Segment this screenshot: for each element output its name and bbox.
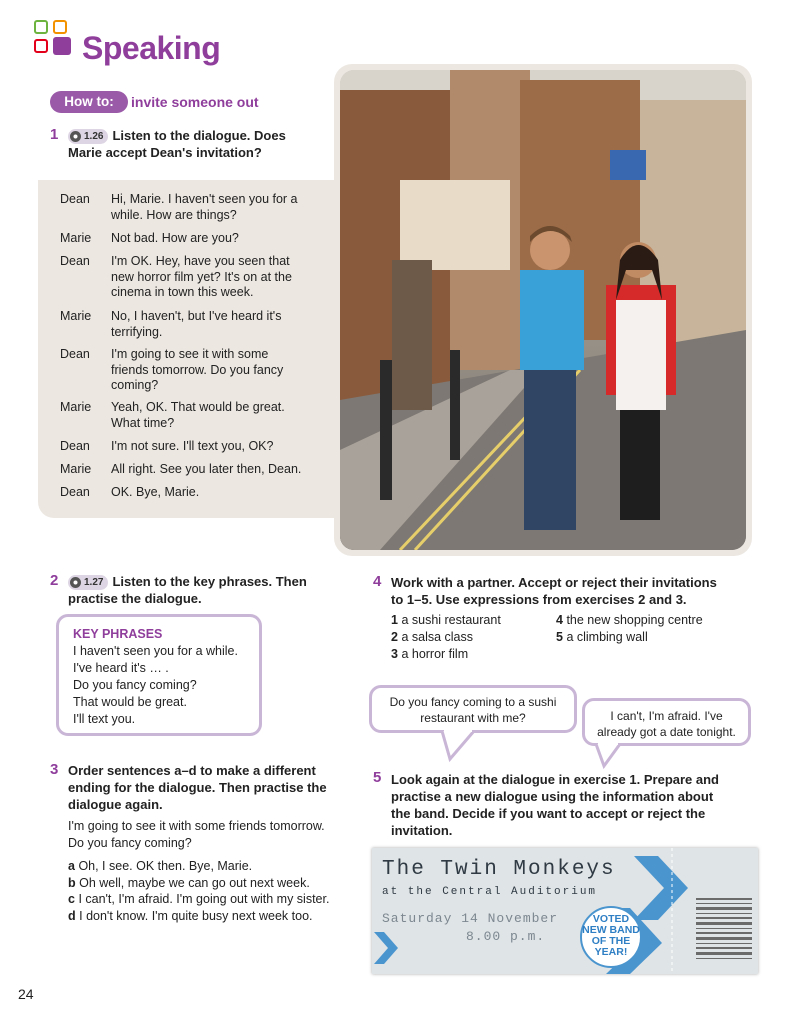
bubble-line-1: Do you fancy coming to a sushi xyxy=(389,695,557,709)
badge-line: YEAR! xyxy=(594,946,628,958)
item-number: 2 xyxy=(391,630,398,644)
exercise-5-line-2: practise a new dialogue using the information about xyxy=(391,789,714,804)
spoken-text-line: I'm not sure. I'll text you, OK? xyxy=(111,439,274,453)
badge-line: VOTED xyxy=(592,913,630,925)
exercise-5-line-4: invitation. xyxy=(391,823,453,838)
speaker-name: Marie xyxy=(60,400,92,414)
spoken-text-line: while. How are things? xyxy=(111,207,237,222)
exercise-5-line-3: the band. Decide if you want to accept or reject the xyxy=(391,806,706,821)
option-letter: b xyxy=(68,875,76,890)
logo-square-green xyxy=(34,20,48,34)
option-b xyxy=(68,875,368,892)
concert-ticket xyxy=(372,848,758,974)
logo-square-red xyxy=(34,39,48,53)
exercise-3-instruction xyxy=(68,762,358,813)
ticket-band-name: The Twin Monkeys xyxy=(382,858,616,881)
exercise-2-instruction xyxy=(68,573,353,607)
key-phrase: That would be great. xyxy=(73,695,187,709)
ticket-time: 8.00 p.m. xyxy=(466,929,546,944)
spoken-text-line: I'm OK. Hey, have you seen that xyxy=(111,254,290,268)
exercise-1-line-2: Marie accept Dean's invitation? xyxy=(68,145,262,161)
key-phrase: Do you fancy coming? xyxy=(73,678,197,692)
speaker-name: Dean xyxy=(60,439,90,453)
badge-line: OF THE xyxy=(591,935,631,947)
prompt-line-1: I'm going to see it with some friends tomorrow. xyxy=(68,819,325,833)
logo-square-orange xyxy=(53,20,67,34)
option-letter: d xyxy=(68,908,76,923)
spoken-text xyxy=(111,309,316,340)
key-phrases-box xyxy=(56,614,262,736)
spoken-text-line: OK. Bye, Marie. xyxy=(111,485,200,499)
speech-bubble-reply xyxy=(582,698,751,746)
exercise-4-line-2: to 1–5. Use expressions from exercises 2 and 3. xyxy=(391,592,687,607)
prompt-line-2: Do you fancy coming? xyxy=(68,835,192,850)
howto-text: invite someone out xyxy=(131,94,259,110)
key-phrases-title: KEY PHRASES xyxy=(73,627,163,641)
ticket-venue: at the Central Auditorium xyxy=(382,886,598,898)
photo-frame xyxy=(334,64,752,556)
award-badge xyxy=(580,906,642,968)
option-letter: c xyxy=(68,892,75,906)
spoken-text-line: cinema in town this week. xyxy=(111,285,254,299)
exercise-2-line-2: practise the dialogue. xyxy=(68,591,202,607)
bubble-line-1: I can't, I'm afraid. I've xyxy=(610,709,723,723)
speaker-name: Marie xyxy=(60,309,92,323)
track-number: 1.27 xyxy=(84,577,104,589)
exercise-4-number: 4 xyxy=(373,573,382,590)
spoken-text-line: terrifying. xyxy=(111,324,163,339)
exercise-5-instruction xyxy=(391,771,781,839)
exercise-1-number: 1 xyxy=(50,126,59,143)
page-number: 24 xyxy=(18,986,34,1002)
key-phrase: I'll text you. xyxy=(73,712,136,726)
item-number: 3 xyxy=(391,647,398,661)
speaker-name: Dean xyxy=(60,347,90,361)
item-number: 1 xyxy=(391,613,398,627)
bubble-tail-left xyxy=(440,729,480,763)
spoken-text-line: friends tomorrow. Do you fancy xyxy=(111,362,284,377)
spoken-text xyxy=(111,347,316,394)
exercise-3-prompt xyxy=(68,818,368,851)
spoken-text xyxy=(111,485,316,501)
exercise-4-instruction xyxy=(391,574,771,608)
spoken-text-line: Hi, Marie. I haven't seen you for a xyxy=(111,192,298,206)
howto-pill: How to: xyxy=(50,91,128,113)
exercise-2-number: 2 xyxy=(50,572,59,589)
exercise-4-item xyxy=(391,612,501,629)
exercise-3-number: 3 xyxy=(50,761,59,778)
exercise-4-line-1: Work with a partner. Accept or reject their invitations xyxy=(391,575,717,590)
speaker-name: Marie xyxy=(60,231,92,245)
bubble-tail-right xyxy=(590,742,624,770)
audio-track-badge[interactable] xyxy=(68,129,108,144)
option-text: Oh well, maybe we can go out next week. xyxy=(79,875,310,890)
item-number: 5 xyxy=(556,630,563,644)
item-text: a climbing wall xyxy=(566,630,648,644)
item-text: a salsa class xyxy=(401,630,473,644)
spoken-text-line: Not bad. How are you? xyxy=(111,231,239,245)
exercise-3-line-2: ending for the dialogue. Then practise the xyxy=(68,780,327,795)
speech-bubble-invitation xyxy=(369,685,577,733)
exercise-3-options xyxy=(68,858,368,924)
exercise-3-line-3: dialogue again. xyxy=(68,797,163,812)
key-phrase: I haven't seen you for a while. xyxy=(73,644,238,658)
street-photo xyxy=(340,70,746,550)
speaker-name: Dean xyxy=(60,485,90,499)
section-title: Speaking xyxy=(82,30,221,66)
spoken-text xyxy=(111,231,316,247)
exercise-4-item xyxy=(556,629,648,646)
bubble-line-2: restaurant with me? xyxy=(420,711,526,725)
cd-icon xyxy=(70,577,81,588)
cd-icon xyxy=(70,131,81,142)
logo-square-purple xyxy=(53,37,71,55)
option-text: Oh, I see. OK then. Bye, Marie. xyxy=(78,859,253,873)
spoken-text xyxy=(111,192,316,223)
spoken-text-line: No, I haven't, but I've heard it's xyxy=(111,309,282,323)
spoken-text-line: Yeah, OK. That would be great. xyxy=(111,400,285,414)
exercise-4-item xyxy=(391,646,468,663)
exercise-5-number: 5 xyxy=(373,769,382,786)
exercise-1-instruction xyxy=(68,127,338,161)
audio-track-badge[interactable] xyxy=(68,575,108,590)
spoken-text-line: new horror film yet? It's on at the xyxy=(111,269,292,284)
spoken-text-line: I'm going to see it with some xyxy=(111,347,269,361)
spoken-text xyxy=(111,400,316,431)
item-text: a horror film xyxy=(401,647,469,661)
track-number: 1.26 xyxy=(84,131,104,143)
bubble-line-2: already got a date tonight. xyxy=(597,725,736,739)
option-c xyxy=(68,891,368,908)
exercise-4-item xyxy=(391,629,473,646)
badge-line: NEW BAND xyxy=(582,924,640,936)
spoken-text-line: What time? xyxy=(111,415,175,430)
speaker-name: Dean xyxy=(60,254,90,268)
item-text: the new shopping centre xyxy=(566,613,703,627)
ticket-date: Saturday 14 November xyxy=(382,911,559,926)
couple-walking-illustration xyxy=(340,70,746,550)
spoken-text xyxy=(111,462,316,478)
speaker-name: Marie xyxy=(60,462,92,476)
spoken-text xyxy=(111,254,316,301)
key-phrase: I've heard it's … . xyxy=(73,661,169,675)
option-letter: a xyxy=(68,859,75,873)
spoken-text-line: All right. See you later then, Dean. xyxy=(111,462,302,476)
exercise-1-line-1: Listen to the dialogue. Does xyxy=(112,128,286,143)
exercise-5-line-1: Look again at the dialogue in exercise 1. Prepare and xyxy=(391,772,719,787)
speaker-name: Dean xyxy=(60,192,90,206)
spoken-text xyxy=(111,439,316,455)
exercise-2-line-1: Listen to the key phrases. Then xyxy=(112,574,307,589)
spoken-text-line: coming? xyxy=(111,378,159,392)
option-a xyxy=(68,858,368,875)
item-text: a sushi restaurant xyxy=(401,613,501,627)
option-text: I don't know. I'm quite busy next week too. xyxy=(79,908,313,923)
exercise-3-line-1: Order sentences a–d to make a different xyxy=(68,763,316,778)
exercise-4-item xyxy=(556,612,703,629)
item-number: 4 xyxy=(556,613,563,627)
option-d xyxy=(68,908,368,925)
option-text: I can't, I'm afraid. I'm going out with my sister. xyxy=(78,892,330,906)
